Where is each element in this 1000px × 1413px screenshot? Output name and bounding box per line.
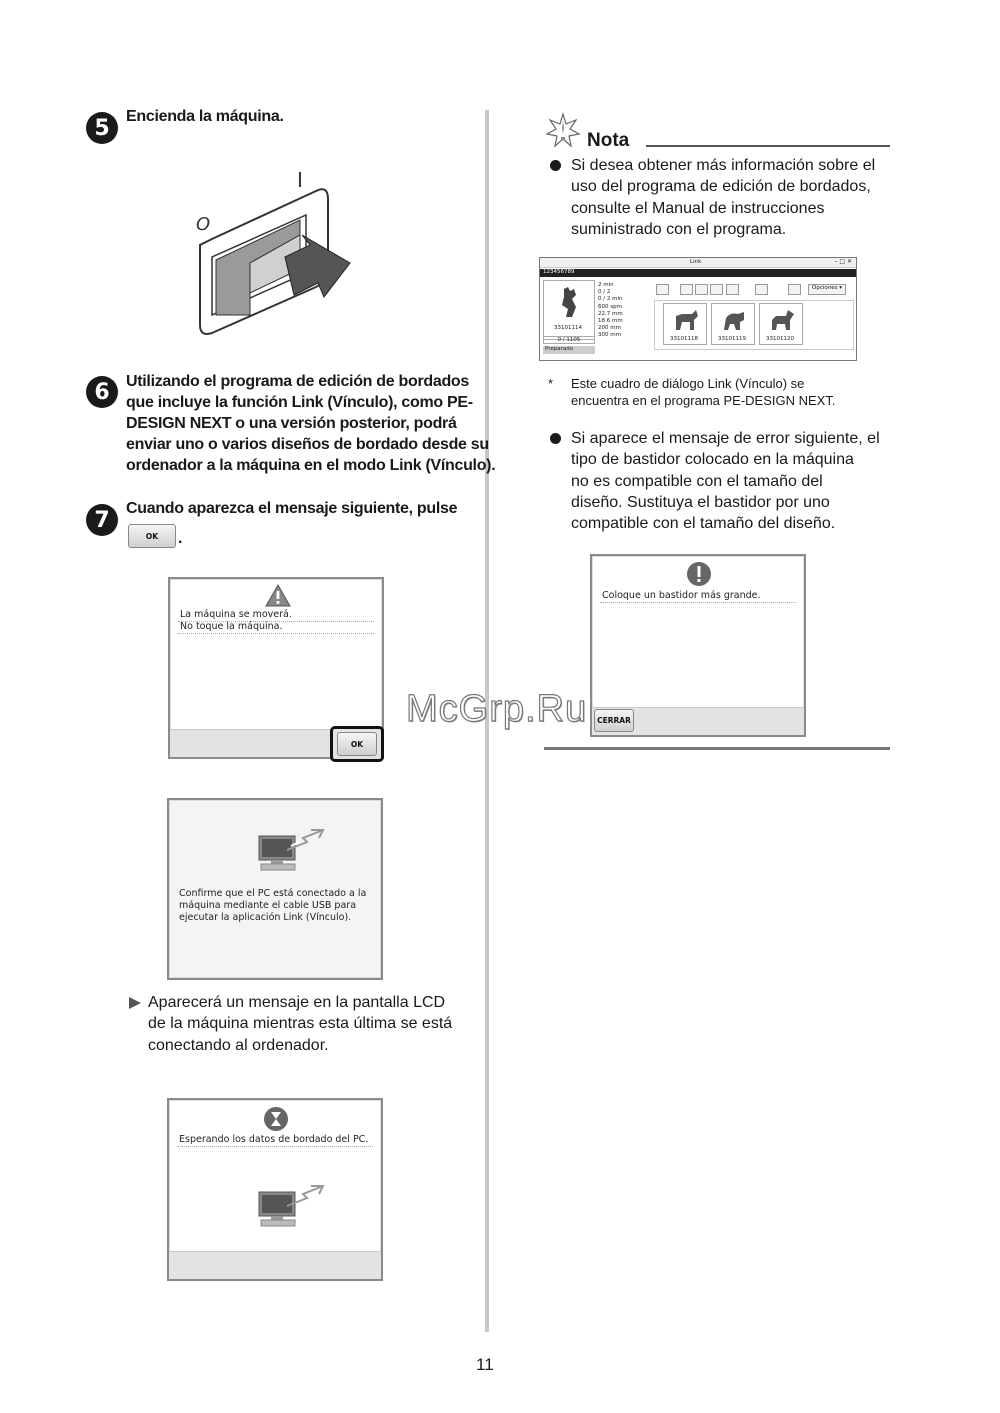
add-button[interactable] bbox=[695, 284, 708, 295]
page-number: 11 bbox=[476, 1355, 494, 1374]
note-line: suministrado con el programa. bbox=[571, 220, 787, 238]
exclamation-icon bbox=[686, 561, 712, 587]
result-text bbox=[148, 992, 452, 1056]
step-6-line: que incluye la función Link (Vínculo), como PE- bbox=[126, 394, 473, 411]
stat-value: 0 / 2 min bbox=[598, 296, 623, 303]
dog-embroidery-icon bbox=[558, 285, 582, 319]
screen1-line1: La máquina se moverá. bbox=[180, 609, 292, 620]
link-titlebar bbox=[540, 258, 856, 268]
screen1-rule bbox=[178, 633, 374, 634]
power-switch-illustration bbox=[190, 165, 360, 345]
note-end-rule bbox=[544, 747, 890, 750]
step-6-line: DESIGN NEXT o una versión posterior, podrá bbox=[126, 415, 457, 432]
screen3-line1: Esperando los datos de bordado del PC. bbox=[179, 1134, 369, 1145]
window-controls-icon: – □ ✕ bbox=[834, 258, 852, 265]
note-bullet-1 bbox=[550, 160, 561, 171]
footnote-line: encuentra en el programa PE-DESIGN NEXT. bbox=[571, 393, 836, 408]
step-6-text bbox=[126, 371, 495, 476]
design-progress: 0 / 1105 bbox=[543, 336, 595, 344]
stat-value: 18.6 mm bbox=[598, 318, 623, 325]
stat-value: 0 / 2 bbox=[598, 289, 611, 296]
screen2-line2: máquina mediante el cable USB para bbox=[179, 900, 357, 911]
step-6-badge: 6 bbox=[86, 376, 118, 408]
screen2-line1: Confirme que el PC está conectado a la bbox=[179, 888, 367, 899]
note-line: compatible con el tamaño del diseño. bbox=[571, 515, 836, 533]
footnote-marker: * bbox=[548, 376, 554, 391]
options-dropdown[interactable]: Opciones ▾ bbox=[808, 284, 846, 295]
note-line: consulte el Manual de instrucciones bbox=[571, 199, 825, 217]
next-button[interactable] bbox=[726, 284, 739, 295]
warning-triangle-icon bbox=[264, 583, 292, 608]
result-line: de la máquina mientras esta última se está bbox=[148, 1015, 453, 1033]
selected-design-thumb bbox=[543, 280, 595, 340]
screen3-rule bbox=[177, 1146, 373, 1147]
error-message: Coloque un bastidor más grande. bbox=[602, 590, 761, 601]
link-dialog-window bbox=[539, 257, 857, 361]
step-6-line: ordenador a la máquina en el modo Link (Vínculo). bbox=[126, 457, 496, 474]
note-line: uso del programa de edición de bordados, bbox=[571, 178, 871, 196]
step-7-trailing-period: . bbox=[178, 530, 183, 547]
note-line: tipo de bastidor colocado en la máquina bbox=[571, 451, 854, 469]
selected-design-id: 33101114 bbox=[554, 325, 582, 331]
step-6-line: enviar uno o varios diseños de bordado desde su bbox=[126, 436, 489, 453]
note-bullet-2 bbox=[550, 433, 561, 444]
remove-button[interactable] bbox=[710, 284, 723, 295]
switch-on-mark: I bbox=[297, 168, 303, 192]
error-rule bbox=[600, 602, 796, 603]
step-6-line: Utilizando el programa de edición de bordados bbox=[126, 373, 469, 390]
dog-embroidery-icon bbox=[768, 306, 796, 334]
machine-id: 123456789 bbox=[543, 269, 575, 275]
step-5-title: Encienda la máquina. bbox=[126, 108, 284, 125]
design-thumb[interactable] bbox=[711, 303, 755, 345]
stat-value: 22.7 mm bbox=[598, 310, 623, 317]
link-window-title: Link bbox=[690, 259, 702, 265]
lcd-screen-confirm-pc bbox=[167, 798, 383, 980]
watermark: McGrp.Ru bbox=[406, 688, 588, 730]
design-thumb[interactable] bbox=[759, 303, 803, 345]
stat-value: 2 min bbox=[598, 282, 614, 288]
note-line: no es compatible con el tamaño del bbox=[571, 472, 823, 490]
stat-value: 600 spm bbox=[598, 303, 622, 310]
note-title: Nota bbox=[587, 130, 630, 151]
step-7-badge: 7 bbox=[86, 504, 118, 536]
footnote-line: Este cuadro de diálogo Link (Vínculo) se bbox=[571, 376, 805, 391]
inline-ok-button: OK bbox=[128, 524, 176, 548]
screen1-ok-button[interactable]: OK bbox=[337, 732, 377, 756]
design-list bbox=[654, 300, 854, 350]
footnote-text bbox=[571, 375, 835, 409]
dog-embroidery-icon bbox=[720, 306, 748, 334]
pc-connection-icon bbox=[257, 828, 333, 876]
design-id: 33101118 bbox=[670, 336, 698, 342]
status-label: Preparado bbox=[543, 346, 595, 354]
lcd-screen-waiting bbox=[167, 1098, 383, 1281]
delete-button[interactable] bbox=[788, 284, 801, 295]
note-line: diseño. Sustituya el bastidor por uno bbox=[571, 493, 830, 511]
close-button[interactable]: CERRAR bbox=[594, 709, 634, 732]
result-line: conectando al ordenador. bbox=[148, 1036, 329, 1054]
stat-value: 200 mm bbox=[598, 325, 621, 332]
note-title-rule bbox=[646, 145, 890, 147]
note-line: Si desea obtener más información sobre el bbox=[571, 157, 876, 174]
first-button[interactable] bbox=[656, 284, 669, 295]
note-star-icon bbox=[545, 112, 581, 150]
switch-off-mark: O bbox=[196, 214, 211, 235]
screen3-footer bbox=[169, 1251, 381, 1279]
prev-button[interactable] bbox=[680, 284, 693, 295]
result-arrow-icon bbox=[128, 996, 142, 1010]
options-label: Opciones bbox=[812, 285, 838, 291]
step-7-title: Cuando aparezca el mensaje siguiente, pulse bbox=[126, 500, 458, 517]
result-line: Aparecerá un mensaje en la pantalla LCD bbox=[148, 994, 446, 1011]
design-id: 33101120 bbox=[766, 336, 794, 342]
link-machine-bar bbox=[540, 269, 856, 277]
note-bullet-1-text bbox=[571, 155, 875, 240]
send-button[interactable] bbox=[755, 284, 768, 295]
stat-value: 300 mm bbox=[598, 332, 621, 339]
screen1-line2: No toque la máquina. bbox=[180, 621, 283, 632]
design-id: 33101119 bbox=[718, 336, 746, 342]
note-bullet-2-text bbox=[571, 428, 880, 534]
screen2-line3: ejecutar la aplicación Link (Vínculo). bbox=[179, 912, 352, 923]
note-line: Si aparece el mensaje de error siguiente, el bbox=[571, 430, 880, 447]
design-stats bbox=[598, 282, 623, 340]
dog-embroidery-icon bbox=[672, 306, 700, 334]
design-thumb[interactable] bbox=[663, 303, 707, 345]
hourglass-icon bbox=[263, 1106, 289, 1132]
step-5-badge: 5 bbox=[86, 112, 118, 144]
pc-connection-icon bbox=[257, 1184, 333, 1232]
